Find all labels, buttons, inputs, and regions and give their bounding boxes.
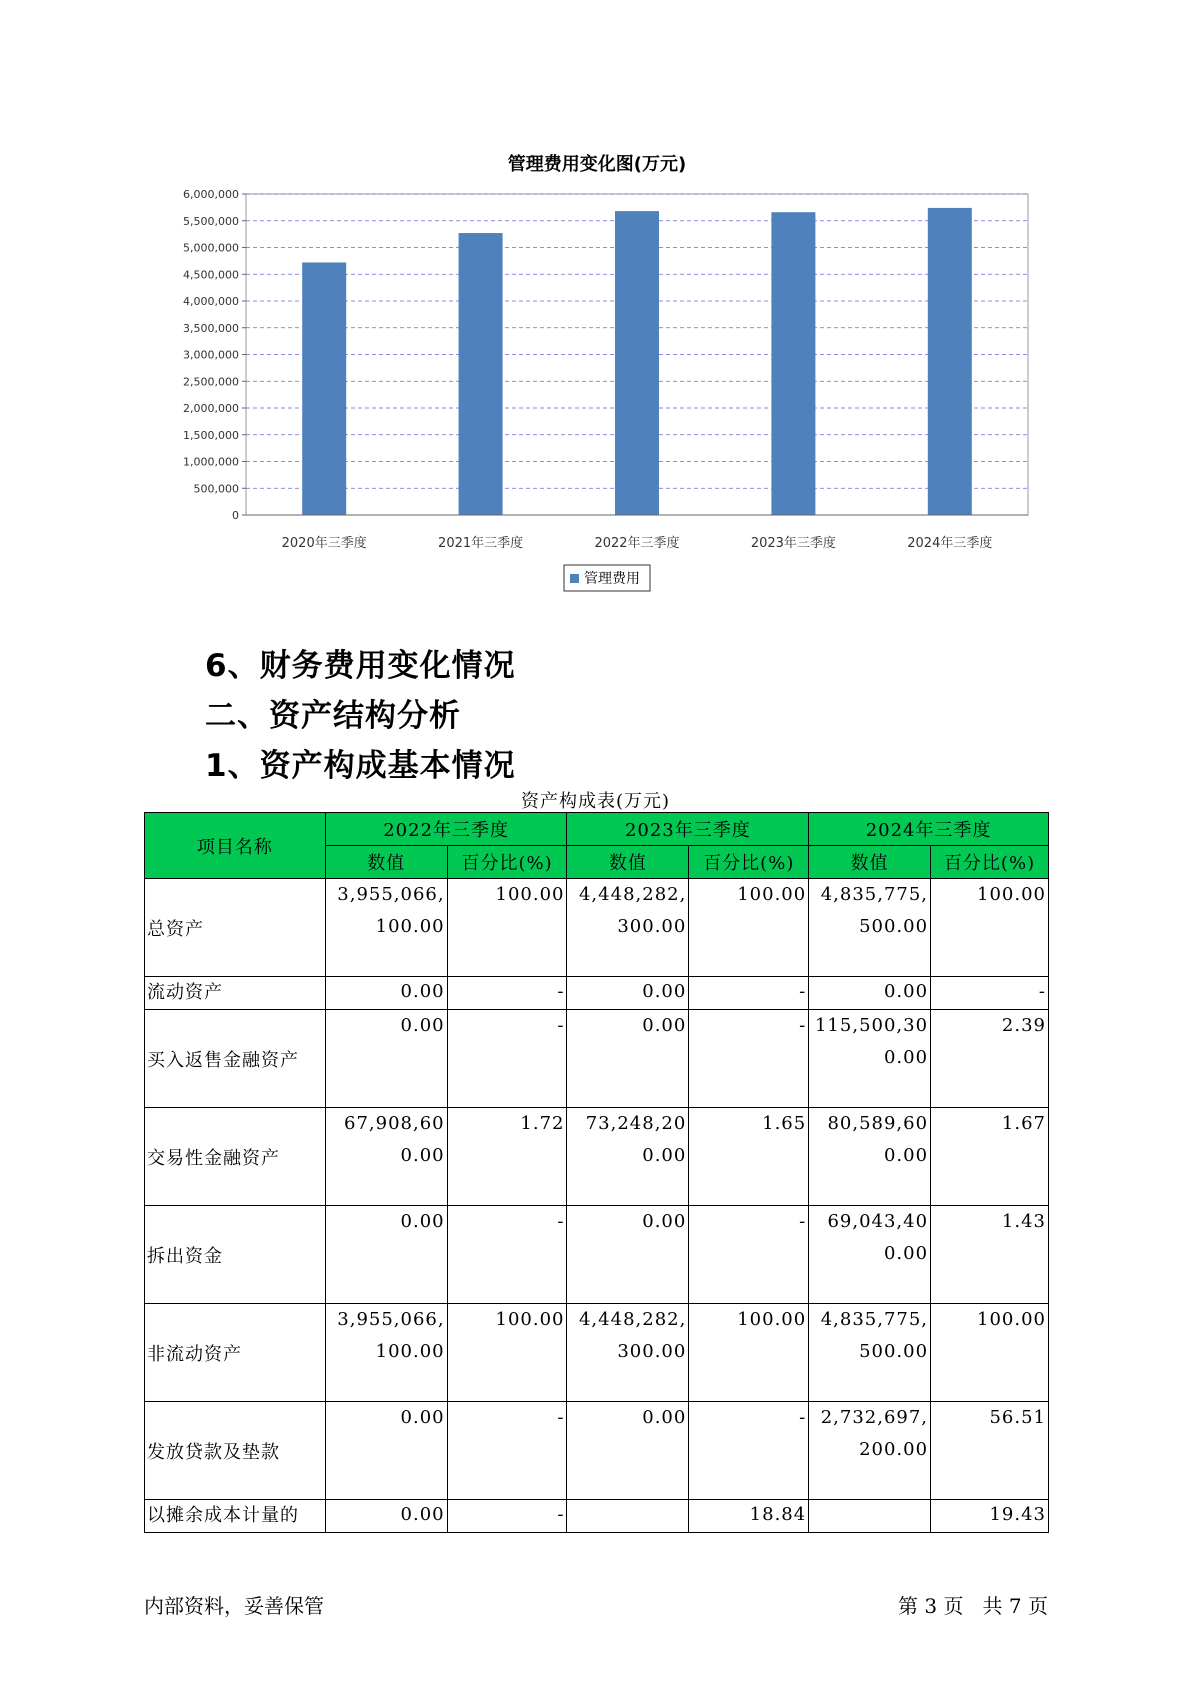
cell-percent: 1.43 — [931, 1206, 1049, 1304]
cell-value: 0.00 — [809, 977, 931, 1010]
header-percent: 百分比(%) — [447, 846, 567, 879]
chart-canvas — [160, 140, 1030, 600]
cell-percent: 100.00 — [931, 1304, 1049, 1402]
cell-value: 0.00 — [567, 1206, 689, 1304]
table-row — [145, 977, 1049, 1010]
table-row — [145, 1402, 1049, 1500]
table-row — [145, 1108, 1049, 1206]
chart-title: 管理费用变化图(万元) — [507, 154, 687, 175]
table-row — [145, 879, 1049, 977]
footer-page-number: 第 3 页 共 7 页 — [898, 1594, 1048, 1618]
cell-value: 4,448,282,300.00 — [567, 1304, 689, 1402]
x-tick-label: 2023年三季度 — [750, 536, 836, 551]
cell-value: 115,500,300.00 — [809, 1010, 931, 1108]
table-row — [145, 1304, 1049, 1402]
cell-value: 3,955,066,100.00 — [325, 879, 447, 977]
header-value: 数值 — [809, 846, 931, 879]
y-tick-label: 3,000,000 — [183, 348, 239, 362]
cell-percent: - — [689, 1010, 809, 1108]
y-tick-label: 4,500,000 — [183, 268, 239, 282]
row-item-name: 以摊余成本计量的 — [145, 1500, 326, 1533]
cell-value: 0.00 — [567, 1402, 689, 1500]
y-tick-label: 500,000 — [193, 482, 239, 496]
y-tick-label: 3,500,000 — [183, 321, 239, 335]
cell-value: 0.00 — [567, 977, 689, 1010]
y-tick-label: 5,000,000 — [183, 241, 239, 255]
x-tick-label: 2020年三季度 — [281, 536, 367, 551]
cell-percent: 1.72 — [447, 1108, 567, 1206]
row-item-name: 总资产 — [145, 879, 326, 977]
table-row — [145, 1010, 1049, 1108]
row-item-name: 买入返售金融资产 — [145, 1010, 326, 1108]
y-tick-label: 6,000,000 — [183, 188, 239, 201]
cell-percent: 1.65 — [689, 1108, 809, 1206]
table-caption: 资产构成表(万元) — [520, 791, 671, 812]
row-item-name: 发放贷款及垫款 — [145, 1402, 326, 1500]
header-period: 2022年三季度 — [325, 813, 567, 846]
x-tick-label: 2024年三季度 — [907, 536, 993, 551]
y-tick-label: 1,000,000 — [183, 455, 239, 469]
x-tick-label: 2022年三季度 — [594, 536, 680, 551]
y-tick-label: 2,500,000 — [183, 375, 239, 389]
cell-percent: - — [689, 977, 809, 1010]
cell-value: 0.00 — [567, 1010, 689, 1108]
cell-percent: - — [447, 977, 567, 1010]
cell-percent: 19.43 — [931, 1500, 1049, 1533]
cell-percent: 1.67 — [931, 1108, 1049, 1206]
legend-label: 管理费用 — [584, 571, 640, 587]
cell-percent: 2.39 — [931, 1010, 1049, 1108]
bar — [771, 212, 815, 515]
cell-value — [567, 1500, 689, 1533]
cell-percent: 100.00 — [689, 879, 809, 977]
y-tick-label: 5,500,000 — [183, 214, 239, 228]
cell-percent: 18.84 — [689, 1500, 809, 1533]
bar — [302, 262, 346, 515]
cell-percent: - — [447, 1206, 567, 1304]
y-tick-label: 4,000,000 — [183, 295, 239, 308]
cell-percent: - — [689, 1402, 809, 1500]
header-percent: 百分比(%) — [689, 846, 809, 879]
header-value: 数值 — [325, 846, 447, 879]
header-period: 2024年三季度 — [809, 813, 1049, 846]
cell-percent: 56.51 — [931, 1402, 1049, 1500]
cell-value: 0.00 — [325, 1206, 447, 1304]
header-value: 数值 — [567, 846, 689, 879]
legend-swatch — [570, 574, 579, 583]
y-tick-label: 1,500,000 — [183, 428, 239, 442]
cell-value: 69,043,400.00 — [809, 1206, 931, 1304]
table-row — [145, 1206, 1049, 1304]
cell-value: 4,448,282,300.00 — [567, 879, 689, 977]
cell-value: 4,835,775,500.00 — [809, 879, 931, 977]
admin-expense-chart — [160, 140, 1030, 600]
cell-value: 0.00 — [325, 1010, 447, 1108]
cell-percent: 100.00 — [931, 879, 1049, 977]
heading-finance-expense: 6、财务费用变化情况 — [205, 648, 516, 684]
table-body — [145, 879, 1049, 1533]
header-period: 2023年三季度 — [567, 813, 809, 846]
cell-value: 4,835,775,500.00 — [809, 1304, 931, 1402]
y-tick-label: 2,000,000 — [183, 402, 239, 415]
y-tick-label: 0 — [232, 509, 239, 522]
cell-value — [809, 1500, 931, 1533]
cell-value: 80,589,600.00 — [809, 1108, 931, 1206]
cell-percent: - — [447, 1402, 567, 1500]
cell-percent: - — [689, 1206, 809, 1304]
cell-percent: 100.00 — [447, 879, 567, 977]
bar — [459, 233, 503, 515]
cell-percent: 100.00 — [447, 1304, 567, 1402]
row-item-name: 拆出资金 — [145, 1206, 326, 1304]
bar — [928, 208, 972, 515]
cell-value: 0.00 — [325, 1500, 447, 1533]
bar — [615, 211, 659, 515]
cell-percent: - — [931, 977, 1049, 1010]
cell-percent: 100.00 — [689, 1304, 809, 1402]
row-item-name: 非流动资产 — [145, 1304, 326, 1402]
header-percent: 百分比(%) — [931, 846, 1049, 879]
cell-value: 2,732,697,200.00 — [809, 1402, 931, 1500]
asset-composition-table — [144, 812, 1049, 1533]
row-item-name: 流动资产 — [145, 977, 326, 1010]
cell-value: 67,908,600.00 — [325, 1108, 447, 1206]
header-item-name: 项目名称 — [145, 813, 326, 879]
cell-value: 3,955,066,100.00 — [325, 1304, 447, 1402]
x-tick-label: 2021年三季度 — [438, 536, 524, 551]
cell-value: 73,248,200.00 — [567, 1108, 689, 1206]
table-row — [145, 1500, 1049, 1533]
cell-percent: - — [447, 1500, 567, 1533]
heading-asset-structure: 二、资产结构分析 — [205, 698, 461, 734]
cell-percent: - — [447, 1010, 567, 1108]
footer-confidential: 内部资料，妥善保管 — [144, 1594, 324, 1618]
heading-asset-composition: 1、资产构成基本情况 — [205, 748, 516, 784]
row-item-name: 交易性金融资产 — [145, 1108, 326, 1206]
cell-value: 0.00 — [325, 977, 447, 1010]
cell-value: 0.00 — [325, 1402, 447, 1500]
